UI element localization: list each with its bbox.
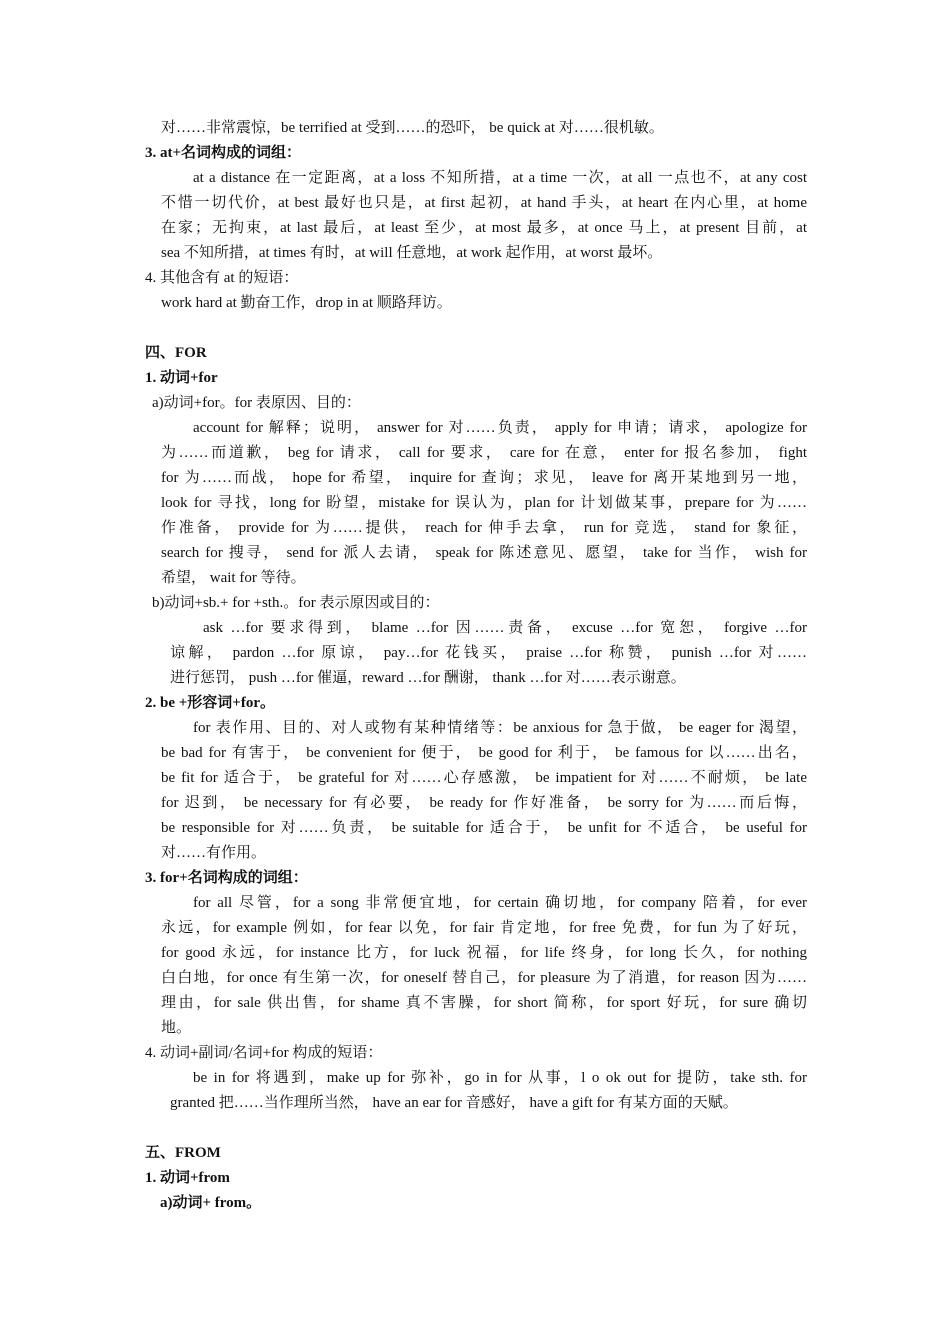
text-line: be in for 将遇到，make up for 弥补，go in for 从事，l o ok out for 提防，take sth. for — [193, 1070, 807, 1086]
text-line: search for 搜寻， send for 派人去请， speak for 陈述意见、愿望， take for 当作， wish for — [161, 545, 807, 561]
section-heading: 3. at+名词构成的词组： — [145, 145, 302, 161]
text-line: ask …for 要求得到， blame …for 因……责备， excuse …for 宽恕， forgive …for — [203, 620, 807, 636]
text-line: for good 永远，for instance 比方，for luck 祝福，for life 终身，for long 长久，for nothing — [161, 945, 807, 961]
text-line: for 为……而战， hope for 希望， inquire for 查询；求见， leave for 离开某地到另一地， — [161, 470, 807, 486]
section-heading: 4. 其他含有 at 的短语： — [145, 270, 299, 286]
text-line: be fit for 适合于， be grateful for 对……心存感激， be impatient for 对……不耐烦， be late — [161, 770, 807, 786]
subsection-heading: b)动词+sb.+ for +sth.。for 表示原因或目的： — [152, 595, 440, 611]
text-line: be bad for 有害于， be convenient for 便于， be good for 利于， be famous for 以……出名， — [161, 745, 807, 761]
chapter-heading: 四、FOR — [145, 345, 207, 361]
text-line: account for 解释；说明， answer for 对……负责， apply for 申请；请求， apologize for — [193, 420, 807, 436]
subsection-heading: a)动词+ from。 — [160, 1195, 262, 1211]
text-line: 理由，for sale 供出售，for shame 真不害臊，for short 简称，for sport 好玩，for sure 确切 — [161, 995, 807, 1011]
text-line: sea 不知所措，at times 有时，at will 任意地，at work 起作用，at worst 最坏。 — [161, 245, 663, 261]
section-heading: 1. 动词+from — [145, 1170, 230, 1186]
text-line: be responsible for 对……负责， be suitable for 适合于， be unfit for 不适合， be useful for — [161, 820, 807, 836]
text-line: 白白地，for once 有生第一次，for oneself 替自己，for pleasure 为了消遣，for reason 因为…… — [161, 970, 807, 986]
text-line: 希望， wait for 等待。 — [161, 570, 306, 586]
text-line: for all 尽管，for a song 非常便宜地，for certain 确切地，for company 陪着，for ever — [193, 895, 807, 911]
text-line: 在家；无拘束，at last 最后，at least 至少，at most 最多，at once 马上，at present 目前，at — [161, 220, 807, 236]
text-line: 进行惩罚， push …for 催逼，reward …for 酬谢， thank …for 对……表示谢意。 — [170, 670, 686, 686]
subsection-heading: a)动词+for。for 表原因、目的： — [152, 395, 361, 411]
text-line: 对……有作用。 — [161, 845, 267, 861]
text-line: granted 把……当作理所当然， have an ear for 音感好， have a gift for 有某方面的天赋。 — [170, 1095, 738, 1111]
text-line: 为……而道歉， beg for 请求， call for 要求， care for 在意， enter for 报名参加， fight — [161, 445, 807, 461]
text-line: look for 寻找，long for 盼望，mistake for 误认为，plan for 计划做某事，prepare for 为…… — [161, 495, 807, 511]
text-line: for 迟到， be necessary for 有必要， be ready for 作好准备， be sorry for 为……而后悔， — [161, 795, 807, 811]
text-line: 谅解， pardon …for 原谅， pay…for 花钱买， praise …for 称赞， punish …for 对…… — [170, 645, 807, 661]
text-line: at a distance 在一定距离，at a loss 不知所措，at a time 一次，at all 一点也不，at any cost — [193, 170, 807, 186]
text-line: 地。 — [161, 1020, 192, 1036]
text-line: 对……非常震惊，be terrified at 受到……的恐吓， be quick at 对……很机敏。 — [161, 120, 664, 136]
section-heading: 4. 动词+副词/名词+for 构成的短语： — [145, 1045, 383, 1061]
section-heading: 2. be +形容词+for。 — [145, 695, 275, 711]
section-heading: 3. for+名词构成的词组： — [145, 870, 308, 886]
text-line: 作准备， provide for 为……提供， reach for 伸手去拿， run for 竞选， stand for 象征， — [161, 520, 807, 536]
chapter-heading: 五、FROM — [145, 1145, 221, 1161]
text-line: 永远，for example 例如，for fear 以免，for fair 肯定地，for free 免费，for fun 为了好玩， — [161, 920, 807, 936]
text-line: for 表作用、目的、对人或物有某种情绪等：be anxious for 急于做， be eager for 渴望， — [193, 720, 807, 736]
text-line: 不惜一切代价，at best 最好也只是，at first 起初，at hand 手头，at heart 在内心里，at home — [161, 195, 807, 211]
text-line: work hard at 勤奋工作，drop in at 顺路拜访。 — [161, 295, 452, 311]
section-heading: 1. 动词+for — [145, 370, 218, 386]
